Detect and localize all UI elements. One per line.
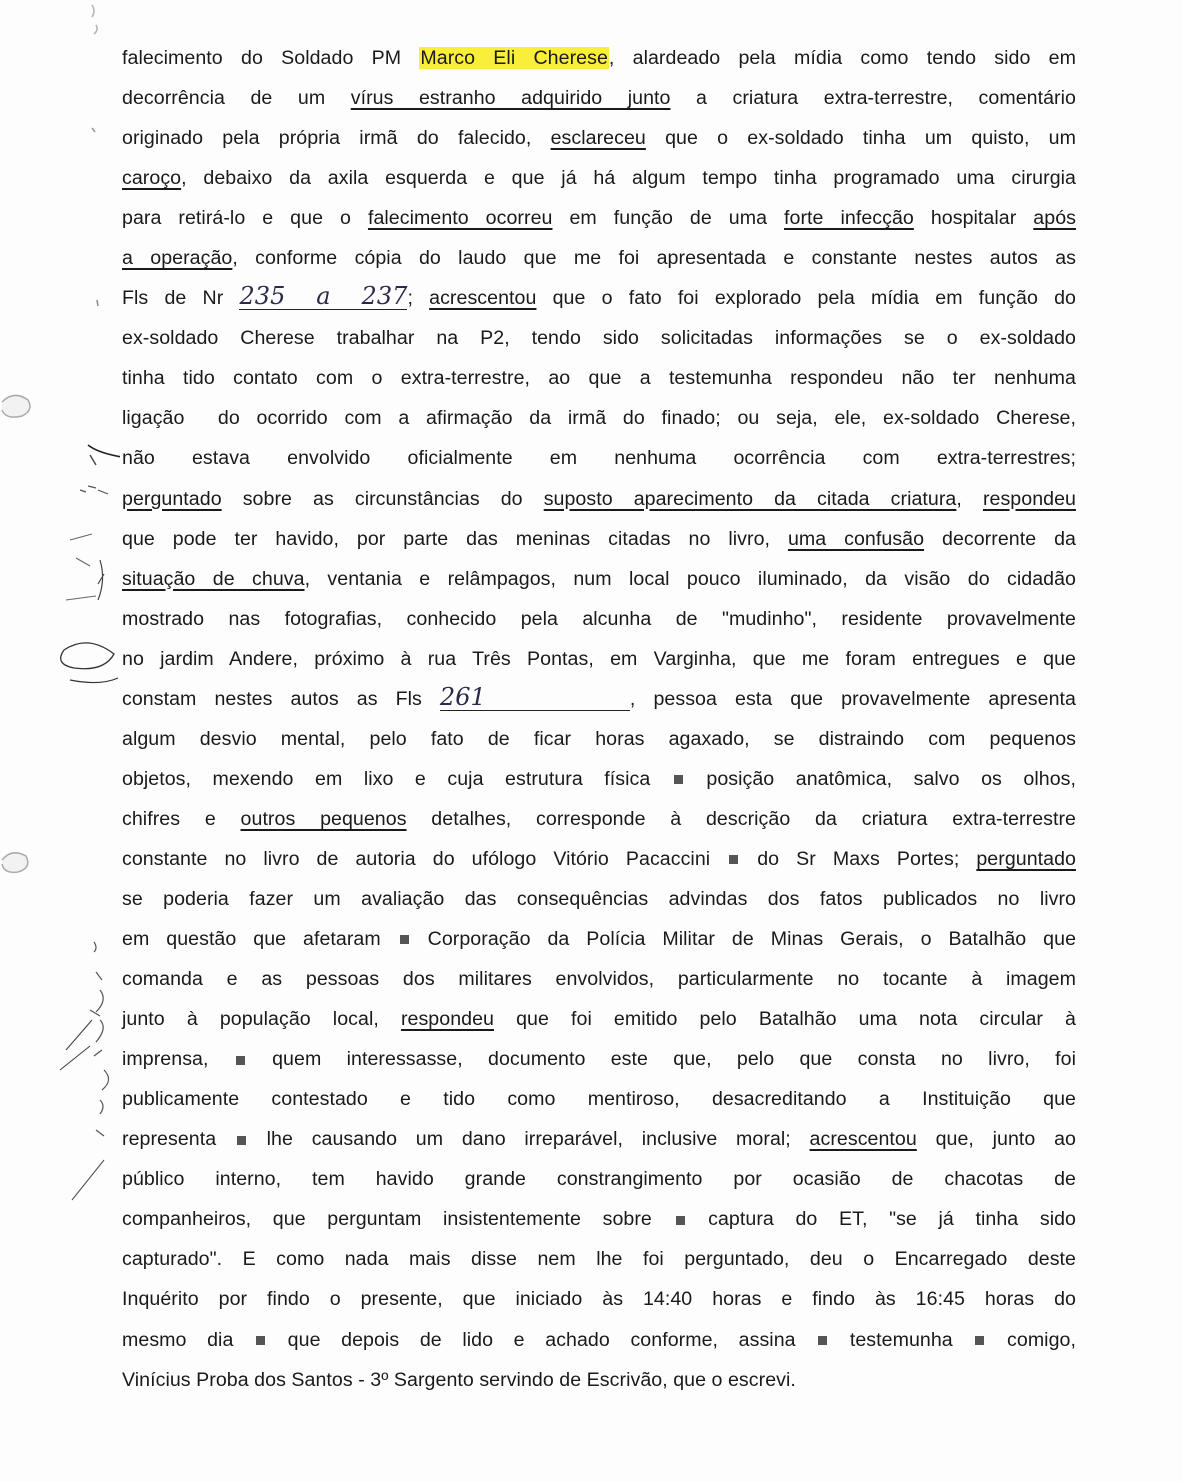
- text-run: falecimento ocorreu: [367, 207, 553, 230]
- text-run: esclareceu: [550, 127, 646, 150]
- text-line: [122, 759, 1076, 799]
- text-run: Corporação da Polícia Militar de Minas Gerais, o Batalhão que: [410, 928, 1077, 951]
- text-run: chifres e: [122, 807, 241, 830]
- text-run: comigo,: [986, 1328, 1076, 1351]
- text-line: [122, 639, 1076, 679]
- text-run: mesmo dia: [122, 1328, 255, 1351]
- text-run: objetos, mexendo em lixo e cuja estrutura física: [122, 767, 672, 790]
- text-run: algum desvio mental, pelo fato de ficar horas agaxado, se distraindo com pequenos: [122, 727, 1076, 750]
- text-run: situação de chuva: [122, 567, 305, 590]
- text-run: representa: [122, 1128, 235, 1151]
- text-run: , debaixo da axila esquerda e que já há algum tempo tinha programado uma cirurgia: [181, 167, 1076, 190]
- text-run: tinha tido contato com o extra-terrestre, ao que a testemunha respondeu não ter nenhuma: [122, 367, 1076, 390]
- text-run: no jardim Andere, próximo à rua Três Pontas, em Varginha, que me foram entregues e que: [122, 647, 1076, 670]
- text-line: [122, 879, 1076, 919]
- redaction-mark: [729, 855, 738, 864]
- text-line: [122, 118, 1076, 158]
- text-line: [122, 919, 1076, 959]
- text-line: [122, 559, 1076, 599]
- text-run: , pessoa esta que provavelmente apresenta: [629, 687, 1076, 710]
- text-line: [122, 238, 1076, 278]
- text-line: [122, 358, 1076, 398]
- text-run: em questão que afetaram: [122, 928, 398, 951]
- text-run: testemunha: [829, 1328, 974, 1351]
- text-run: junto à população local,: [122, 1008, 401, 1031]
- text-run: a criatura extra-terrestre, comentário: [670, 87, 1076, 110]
- text-run: forte infecção: [784, 207, 914, 230]
- text-line: [122, 799, 1076, 839]
- text-line: [122, 38, 1076, 78]
- text-line: [122, 78, 1076, 118]
- text-run: uma confusão: [787, 527, 925, 550]
- text-run: acrescentou: [429, 287, 537, 310]
- text-run: que, junto ao: [916, 1128, 1077, 1151]
- highlighted-name: Marco Eli Cherese: [420, 47, 608, 69]
- text-line: [122, 1039, 1076, 1079]
- redaction-mark: [256, 1336, 265, 1345]
- text-run: , ventania e relâmpagos, num local pouco iluminado, da visão do cidadão: [304, 567, 1077, 590]
- text-run: que o fato foi explorado pela mídia em função do: [536, 287, 1076, 310]
- document-body: [122, 38, 1076, 1400]
- text-line: [122, 599, 1076, 639]
- text-run: outros pequenos: [240, 807, 407, 830]
- text-run: originado pela própria irmã do falecido,: [122, 127, 551, 150]
- text-line: [122, 438, 1076, 478]
- text-run: se poderia fazer um avaliação das consequências advindas dos fatos publicados no livro: [122, 887, 1076, 910]
- text-line: [122, 278, 1076, 318]
- text-run: decorrência de um: [122, 87, 351, 110]
- text-line: [122, 1239, 1076, 1279]
- text-run: Vinícius Proba dos Santos - 3º Sargento servindo de Escrivão, que o escrevi.: [122, 1368, 796, 1391]
- text-run: ,: [956, 487, 983, 510]
- text-line: [122, 839, 1076, 879]
- redaction-mark: [975, 1336, 984, 1345]
- text-run: , alardeado pela mídia como tendo sido em: [608, 47, 1076, 69]
- text-run: posição anatômica, salvo os olhos,: [684, 767, 1076, 790]
- text-line: [122, 1159, 1076, 1199]
- text-run: Fls de Nr: [122, 287, 240, 310]
- text-line: [122, 318, 1076, 358]
- text-run: ligação do ocorrido com a afirmação da irmã do finado; ou seja, ele, ex-soldado Cherese,: [122, 407, 1076, 430]
- text-line: [122, 959, 1076, 999]
- text-run: que depois de lido e achado conforme, assina: [267, 1328, 817, 1351]
- handwritten-page-number: 261: [440, 684, 630, 711]
- text-run: para retirá-lo e que o: [122, 207, 368, 230]
- text-run: que pode ter havido, por parte das meninas citadas no livro,: [122, 527, 788, 550]
- text-line: [122, 1199, 1076, 1239]
- text-run: companheiros, que perguntam insistentemente sobre: [122, 1208, 674, 1231]
- text-line: [122, 519, 1076, 559]
- text-run: decorrente da: [924, 527, 1076, 550]
- text-run: vírus estranho adquirido junto: [350, 87, 671, 110]
- redaction-mark: [676, 1216, 685, 1225]
- text-line: [122, 999, 1076, 1039]
- text-run: que foi emitido pelo Batalhão uma nota circular à: [494, 1008, 1076, 1031]
- text-run: Inquérito por findo o presente, que iniciado às 14:40 horas e findo às 16:45 horas do: [122, 1288, 1076, 1311]
- text-line: [122, 198, 1076, 238]
- text-run: capturado". E como nada mais disse nem lhe foi perguntado, deu o Encarregado deste: [122, 1248, 1076, 1271]
- text-line: [122, 719, 1076, 759]
- text-line: [122, 158, 1076, 198]
- redaction-mark: [674, 775, 683, 784]
- text-run: respondeu: [982, 487, 1076, 510]
- text-run: detalhes, corresponde à descrição da criatura extra-terrestre: [406, 807, 1076, 830]
- text-run: a operação: [122, 247, 233, 270]
- text-line: [122, 1320, 1076, 1360]
- text-run: que o ex-soldado tinha um quisto, um: [645, 127, 1076, 150]
- redaction-mark: [236, 1056, 245, 1065]
- text-run: após: [1033, 207, 1076, 230]
- text-line: [122, 1079, 1076, 1119]
- text-line: [122, 479, 1076, 519]
- text-line: [122, 679, 1076, 719]
- handwritten-page-number: 235 a 237: [239, 282, 408, 311]
- text-run: ex-soldado Cherese trabalhar na P2, tendo sido solicitadas informações se o ex-soldado: [122, 327, 1076, 350]
- text-run: ;: [407, 287, 430, 310]
- text-line: [122, 398, 1076, 438]
- redaction-mark: [818, 1336, 827, 1345]
- text-run: imprensa,: [122, 1048, 234, 1071]
- text-run: suposto aparecimento da citada criatura: [543, 487, 957, 510]
- text-run: mostrado nas fotografias, conhecido pela alcunha de "mudinho", residente provavelmente: [122, 607, 1076, 630]
- text-run: perguntado: [976, 847, 1076, 870]
- text-run: quem interessasse, documento este que, pelo que consta no livro, foi: [246, 1048, 1076, 1071]
- text-run: hospitalar: [913, 207, 1034, 230]
- text-run: publicamente contestado e tido como mentiroso, desacreditando a Instituição que: [122, 1088, 1076, 1111]
- text-run: comanda e as pessoas dos militares envolvidos, particularmente no tocante à imagem: [122, 968, 1076, 991]
- text-run: lhe causando um dano irreparável, inclusive moral;: [247, 1128, 810, 1151]
- text-line: [122, 1119, 1076, 1159]
- text-line: [122, 1360, 1076, 1400]
- text-run: em função de uma: [552, 207, 785, 230]
- text-run: do Sr Maxs Portes;: [740, 847, 977, 870]
- text-run: constante no livro de autoria do ufólogo Vitório Pacaccini: [122, 847, 728, 870]
- text-line: [122, 1279, 1076, 1319]
- text-run: respondeu: [400, 1008, 494, 1031]
- text-run: constam nestes autos as Fls: [122, 687, 440, 710]
- text-run: falecimento do Soldado PM: [122, 47, 420, 69]
- text-run: captura do ET, "se já tinha sido: [686, 1208, 1076, 1231]
- margin-scan-marks: [0, 0, 120, 1482]
- text-run: sobre as circunstâncias do: [221, 487, 544, 510]
- text-run: caroço: [122, 167, 182, 190]
- text-run: público interno, tem havido grande constrangimento por ocasião de chacotas de: [122, 1168, 1076, 1191]
- text-run: acrescentou: [809, 1128, 917, 1151]
- text-run: , conforme cópia do laudo que me foi apresentada e constante nestes autos as: [232, 247, 1077, 270]
- redaction-mark: [400, 935, 409, 944]
- text-run: perguntado: [122, 487, 222, 510]
- text-run: não estava envolvido oficialmente em nenhuma ocorrência com extra-terrestres;: [122, 447, 1076, 470]
- redaction-mark: [237, 1136, 246, 1145]
